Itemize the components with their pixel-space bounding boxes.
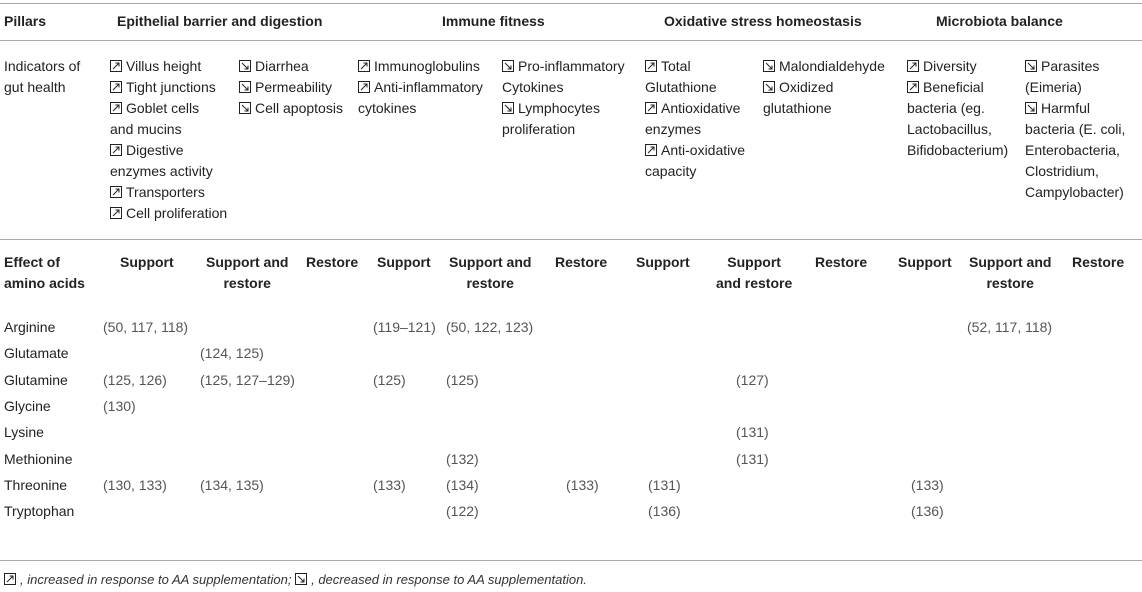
indicators-microbiota-down — [1025, 56, 1125, 203]
indicator-text: Enterobacteria, — [1025, 142, 1120, 158]
increase-arrow-icon — [645, 144, 657, 156]
indicator-line — [907, 119, 1008, 140]
reference-cell: (134) — [446, 476, 479, 493]
indicator-text: Cytokines — [502, 79, 564, 95]
increase-arrow-icon — [110, 60, 122, 72]
reference-cell: (122) — [446, 503, 479, 520]
indicators-oxidative-down — [763, 56, 885, 119]
top-rule — [0, 3, 1142, 4]
indicator-line — [110, 140, 227, 161]
reference-cell: (127) — [736, 371, 769, 388]
header-rule — [0, 40, 1142, 41]
indicator-text: Harmful — [1041, 100, 1091, 116]
indicator-line — [763, 98, 885, 119]
indicator-line — [763, 77, 885, 98]
decrease-arrow-icon — [1025, 60, 1037, 72]
indicators-epithelial-down — [239, 56, 343, 119]
indicator-line — [645, 98, 745, 119]
indicator-line — [1025, 119, 1125, 140]
indicator-text: Glutathione — [645, 79, 717, 95]
indicator-line — [502, 119, 625, 140]
increase-arrow-icon — [645, 60, 657, 72]
decrease-arrow-icon — [239, 102, 251, 114]
indicator-line — [358, 77, 483, 98]
group-header-microbiota: Microbiota balance — [936, 13, 1063, 29]
indicator-text: Clostridium, — [1025, 163, 1099, 179]
increase-arrow-icon — [110, 81, 122, 93]
indicator-line — [645, 140, 745, 161]
row-label: Threonine — [4, 476, 68, 493]
indicator-line — [358, 56, 483, 77]
indicator-line — [502, 98, 625, 119]
indicators-label: Indicators of gut health — [4, 58, 81, 95]
indicator-text: Digestive — [126, 142, 184, 158]
reference-cell: (133) — [566, 476, 599, 493]
indicator-line — [645, 77, 745, 98]
col-header-restore: Restore — [306, 254, 359, 270]
indicator-text: enzymes activity — [110, 163, 213, 179]
row-label: Tryptophan — [4, 503, 75, 520]
col-header-support: Support — [120, 254, 174, 270]
reference-cell: (133) — [373, 476, 406, 493]
reference-cell: (50, 122, 123) — [446, 319, 534, 335]
decrease-arrow-icon — [502, 102, 514, 114]
indicator-text: Permeability — [255, 79, 333, 95]
indicators-oxidative-up — [645, 56, 745, 182]
indicator-line — [645, 56, 745, 77]
indicator-text: proliferation — [502, 121, 576, 137]
indicator-line — [1025, 56, 1125, 77]
indicator-line — [645, 119, 745, 140]
reference-cell: (125) — [446, 371, 479, 388]
indicator-line — [110, 98, 227, 119]
indicator-line — [110, 119, 227, 140]
indicator-line — [907, 98, 1008, 119]
indicator-text: Malondialdehyde — [779, 58, 885, 74]
indicator-text: Transporters — [126, 184, 205, 200]
reference-cell: (134, 135) — [200, 476, 264, 493]
reference-cell: (52, 117, 118) — [967, 319, 1053, 335]
indicator-line — [110, 77, 227, 98]
indicator-text: Lymphocytes — [518, 100, 600, 116]
reference-cell: (132) — [446, 450, 479, 467]
indicator-text: Lactobacillus, — [907, 121, 992, 137]
indicator-text: (Eimeria) — [1025, 79, 1082, 95]
indicator-text: bacteria (eg. — [907, 100, 985, 116]
indicator-line — [110, 56, 227, 77]
indicator-line — [1025, 140, 1125, 161]
row-label: Lysine — [4, 424, 44, 441]
increase-arrow-icon — [110, 207, 122, 219]
section-rule — [0, 239, 1142, 240]
indicator-line — [907, 56, 1008, 77]
indicator-text: Immunoglobulins — [374, 58, 480, 74]
reference-cell: (50, 117, 118) — [103, 319, 189, 335]
indicator-text: Bifidobacterium) — [907, 142, 1009, 158]
indicator-text: Cell apoptosis — [255, 100, 343, 116]
reference-cell: (133) — [911, 476, 944, 493]
increase-arrow-icon — [4, 573, 16, 585]
col-header-support-restore-micro: Support and restore — [969, 254, 1052, 291]
row-label: Glutamine — [4, 371, 68, 388]
col-header-restore-micro: Restore — [1072, 254, 1125, 270]
indicator-line — [110, 161, 227, 182]
indicator-line — [239, 56, 343, 77]
indicator-text: Parasites — [1041, 58, 1100, 74]
col-header-restore-oxid: Restore — [815, 254, 868, 270]
reference-cell: (136) — [648, 503, 681, 520]
indicator-text: Anti-oxidative — [661, 142, 746, 158]
increase-arrow-icon — [110, 144, 122, 156]
decrease-arrow-icon — [239, 60, 251, 72]
indicator-line — [1025, 161, 1125, 182]
col-header-restore-immune: Restore — [555, 254, 608, 270]
bottom-rule — [0, 560, 1142, 561]
reference-cell: (131) — [648, 476, 681, 493]
indicators-epithelial-up — [110, 56, 227, 224]
indicator-text: Villus height — [126, 58, 202, 74]
effect-label: Effect of amino acids — [4, 254, 85, 291]
reference-cell: (124, 125) — [200, 345, 264, 362]
reference-cell: (131) — [736, 424, 769, 441]
row-label: Arginine — [4, 319, 56, 335]
indicator-text: Goblet cells — [126, 100, 200, 116]
reference-cell: (130) — [103, 397, 136, 414]
col-header-support-restore: Support and restore — [206, 254, 289, 291]
indicator-text: Campylobacter) — [1025, 184, 1124, 200]
row-label: Methionine — [4, 450, 73, 467]
decrease-arrow-icon — [763, 60, 775, 72]
indicators-immune-up — [358, 56, 483, 119]
pillars-header: Pillars — [4, 13, 47, 29]
col-header-support-oxid: Support — [636, 254, 690, 270]
reference-cell: (125) — [373, 371, 406, 388]
indicator-line — [110, 203, 227, 224]
group-header-oxidative: Oxidative stress homeostasis — [664, 13, 862, 29]
reference-cell: (131) — [736, 450, 769, 467]
row-label: Glycine — [4, 397, 51, 414]
indicator-text: Antioxidative — [661, 100, 741, 116]
row-label: Glutamate — [4, 345, 69, 362]
decrease-arrow-icon — [502, 60, 514, 72]
reference-cell: (136) — [911, 503, 944, 520]
indicator-text: Cell proliferation — [126, 205, 228, 221]
indicator-line — [907, 77, 1008, 98]
increase-arrow-icon — [645, 102, 657, 114]
indicator-text: Total — [661, 58, 691, 74]
indicator-text: glutathione — [763, 100, 832, 116]
indicator-line — [645, 161, 745, 182]
indicator-line — [502, 77, 625, 98]
col-header-support-immune: Support — [377, 254, 431, 270]
indicator-text: Diarrhea — [255, 58, 309, 74]
col-header-support-micro: Support — [898, 254, 952, 270]
indicator-text: Pro-inflammatory — [518, 58, 625, 74]
increase-arrow-icon — [358, 60, 370, 72]
increase-arrow-icon — [358, 81, 370, 93]
group-header-epithelial: Epithelial barrier and digestion — [117, 13, 323, 29]
group-header-immune: Immune fitness — [442, 13, 545, 29]
decrease-arrow-icon — [1025, 102, 1037, 114]
indicator-line — [358, 98, 483, 119]
col-header-support-restore-oxid: Support and restore — [716, 254, 793, 291]
indicator-text: Beneficial — [923, 79, 984, 95]
indicator-line — [763, 56, 885, 77]
indicator-text: bacteria (E. coli, — [1025, 121, 1126, 137]
decrease-arrow-icon — [295, 573, 307, 585]
indicator-text: enzymes — [645, 121, 702, 137]
indicator-text: Diversity — [923, 58, 977, 74]
indicator-text: Tight junctions — [126, 79, 216, 95]
decrease-arrow-icon — [763, 81, 775, 93]
increase-arrow-icon — [110, 102, 122, 114]
indicator-line — [1025, 182, 1125, 203]
indicator-line — [907, 140, 1008, 161]
reference-cell: (119–121) — [373, 319, 436, 335]
increase-arrow-icon — [110, 186, 122, 198]
indicators-immune-down — [502, 56, 625, 140]
indicator-line — [239, 77, 343, 98]
indicator-line — [1025, 98, 1125, 119]
indicator-text: cytokines — [358, 100, 417, 116]
indicator-line — [110, 182, 227, 203]
indicator-text: capacity — [645, 163, 697, 179]
decrease-arrow-icon — [239, 81, 251, 93]
indicator-line — [502, 56, 625, 77]
reference-cell: (130, 133) — [103, 476, 167, 493]
increase-arrow-icon — [907, 81, 919, 93]
indicator-text: Anti-inflammatory — [374, 79, 483, 95]
indicator-line — [1025, 77, 1125, 98]
footnote: , increased in response to AA supplementation; , decreased in response to AA supplementation. — [4, 569, 587, 590]
indicators-microbiota-up — [907, 56, 1008, 161]
col-header-support-restore-immune: Support and restore — [449, 254, 532, 291]
reference-cell: (125, 127–129) — [200, 371, 295, 388]
increase-arrow-icon — [907, 60, 919, 72]
reference-cell: (125, 126) — [103, 371, 167, 388]
indicator-text: and mucins — [110, 121, 182, 137]
indicator-line — [239, 98, 343, 119]
indicator-text: Oxidized — [779, 79, 834, 95]
